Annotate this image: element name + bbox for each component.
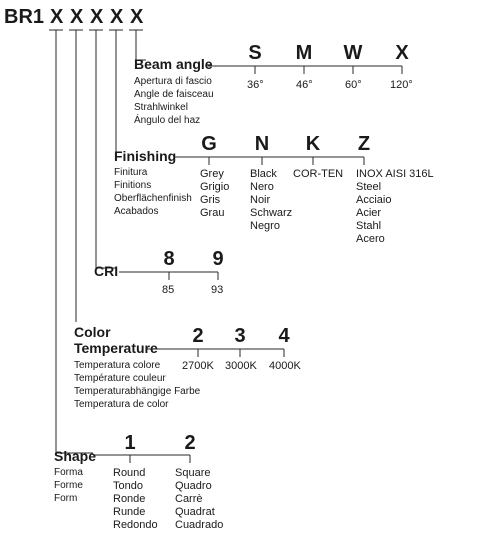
- product-code-prefix: BR1: [4, 6, 45, 28]
- color-temperature-translation: Temperatura de color: [74, 399, 169, 410]
- beam-option-code: W: [343, 42, 363, 64]
- code-placeholder-beam-angle: X: [130, 6, 144, 28]
- shape-option-round: Round Tondo Ronde Runde Redondo: [113, 467, 158, 531]
- code-placeholder-finishing: X: [110, 6, 124, 28]
- finishing-translation: Finitions: [114, 180, 152, 191]
- finishing-option-code: G: [201, 133, 217, 155]
- beam-option-code: S: [248, 42, 262, 64]
- finishing-option-corten: COR-TEN: [293, 168, 344, 180]
- finishing-option-code: K: [305, 133, 321, 155]
- finishing-translation: Finitura: [114, 167, 148, 178]
- finishing-option-code: N: [254, 133, 270, 155]
- color-temperature-option-value: 4000K: [269, 360, 301, 372]
- finishing-option-code: Z: [357, 133, 371, 155]
- beam-angle-title: Beam angle: [134, 56, 213, 72]
- shape-translation: Forme: [54, 480, 83, 491]
- color-temperature-option-code: 2: [192, 325, 204, 347]
- cri-option-value: 93: [211, 284, 224, 296]
- color-temperature-translation: Temperatura colore: [74, 360, 161, 371]
- color-temperature-title: Color: [74, 324, 111, 340]
- code-placeholder-color-temperature: X: [70, 6, 84, 28]
- beam-option-value: 60°: [345, 79, 362, 91]
- beam-option-code: M: [295, 42, 313, 64]
- beam-option-value: 120°: [390, 79, 413, 91]
- finishing-option-inox: INOX AISI 316L Steel Acciaio Acier Stahl Acero: [356, 168, 434, 245]
- shape-option-square: Square Quadro Carrè Quadrat Cuadrado: [175, 467, 224, 531]
- finishing-option-black: Black Nero Noir Schwarz Negro: [250, 168, 293, 232]
- beam-option-value: 46°: [296, 79, 313, 91]
- finishing-translation: Oberflächenfinish: [114, 193, 192, 204]
- cri-option-code: 9: [212, 248, 224, 270]
- beam-angle-translation: Angle de faisceau: [134, 89, 214, 100]
- shape-translation: Forma: [54, 467, 83, 478]
- shape-translation: Form: [54, 493, 78, 504]
- shape-option-code: 1: [124, 432, 136, 454]
- shape-title: Shape: [54, 448, 97, 464]
- code-placeholder-cri: X: [90, 6, 104, 28]
- code-placeholder-shape: X: [50, 6, 64, 28]
- color-temperature-option-value: 3000K: [225, 360, 257, 372]
- finishing-title: Finishing: [114, 148, 177, 164]
- shape-option-code: 2: [184, 432, 196, 454]
- cri-option-value: 85: [162, 284, 175, 296]
- beam-angle-translation: Ángulo del haz: [134, 115, 201, 126]
- color-temperature-option-value: 2700K: [182, 360, 214, 372]
- color-temperature-option-code: 3: [234, 325, 246, 347]
- cri-title: CRI: [94, 263, 119, 279]
- finishing-option-grey: Grey Grigio Gris Grau: [200, 168, 230, 219]
- beam-angle-translation: Apertura di fascio: [134, 76, 212, 87]
- color-temperature-title: Temperature: [74, 340, 158, 356]
- color-temperature-option-code: 4: [278, 325, 290, 347]
- finishing-translation: Acabados: [114, 206, 159, 217]
- beam-option-value: 36°: [247, 79, 264, 91]
- color-temperature-translation: Temperaturabhängige Farbe: [74, 386, 201, 397]
- color-temperature-translation: Température couleur: [74, 373, 166, 384]
- cri-option-code: 8: [163, 248, 175, 270]
- beam-angle-translation: Strahlwinkel: [134, 102, 188, 113]
- beam-option-code: X: [395, 42, 409, 64]
